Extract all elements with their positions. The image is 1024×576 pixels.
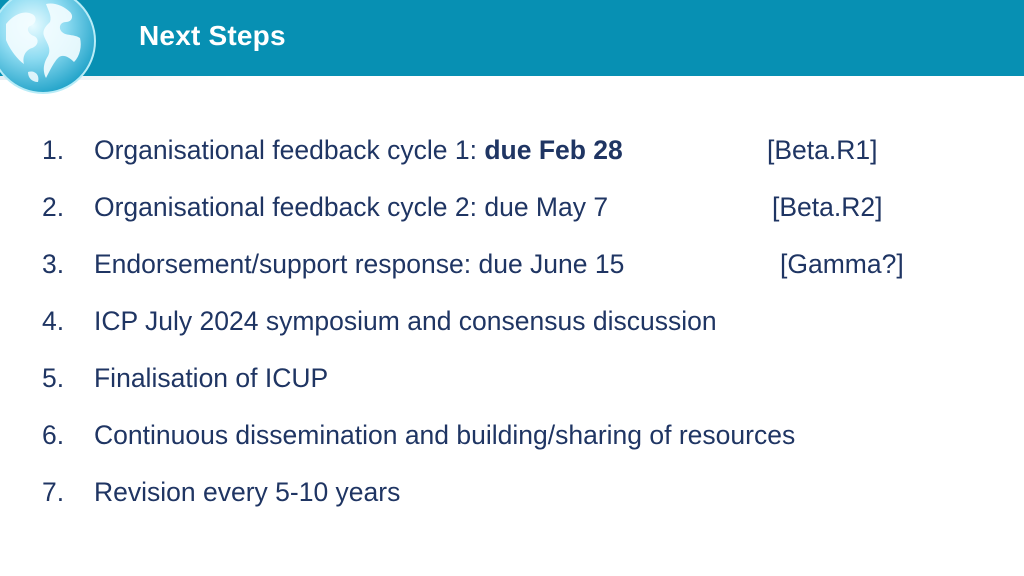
list-item	[0, 477, 1024, 513]
list-item-number: 3.	[42, 249, 65, 279]
list-item-number: 2.	[42, 192, 65, 222]
list-item	[0, 192, 1024, 228]
list-item-number: 1.	[42, 135, 65, 165]
list-item-number: 4.	[42, 306, 65, 336]
list-item-text: Finalisation of ICUP	[94, 363, 329, 393]
list-item-text	[94, 135, 623, 166]
list-item-number: 7.	[42, 477, 65, 507]
list-item	[0, 420, 1024, 456]
list-item-tag: [Beta.R2]	[772, 192, 883, 222]
list-item-text: Organisational feedback cycle 2: due May 7	[94, 192, 609, 222]
list-item-text: Continuous dissemination and building/sharing of resources	[94, 420, 796, 450]
list-item-text-emphasis: due Feb 28	[484, 135, 623, 165]
list-item-text: Revision every 5-10 years	[94, 477, 401, 507]
list-item-number: 6.	[42, 420, 65, 450]
list-item-number: 5.	[42, 363, 65, 393]
page-title: Next Steps	[139, 20, 286, 51]
list-item	[0, 249, 1024, 285]
list-item	[0, 135, 1024, 171]
list-item-tag: [Beta.R1]	[767, 135, 878, 165]
list-item	[0, 306, 1024, 342]
list-item	[0, 363, 1024, 399]
list-item-text-main: Organisational feedback cycle 1:	[94, 135, 485, 165]
list-item-text: Endorsement/support response: due June 15	[94, 249, 625, 279]
list-item-text: ICP July 2024 symposium and consensus discussion	[94, 306, 717, 336]
list-item-tag: [Gamma?]	[780, 249, 904, 279]
